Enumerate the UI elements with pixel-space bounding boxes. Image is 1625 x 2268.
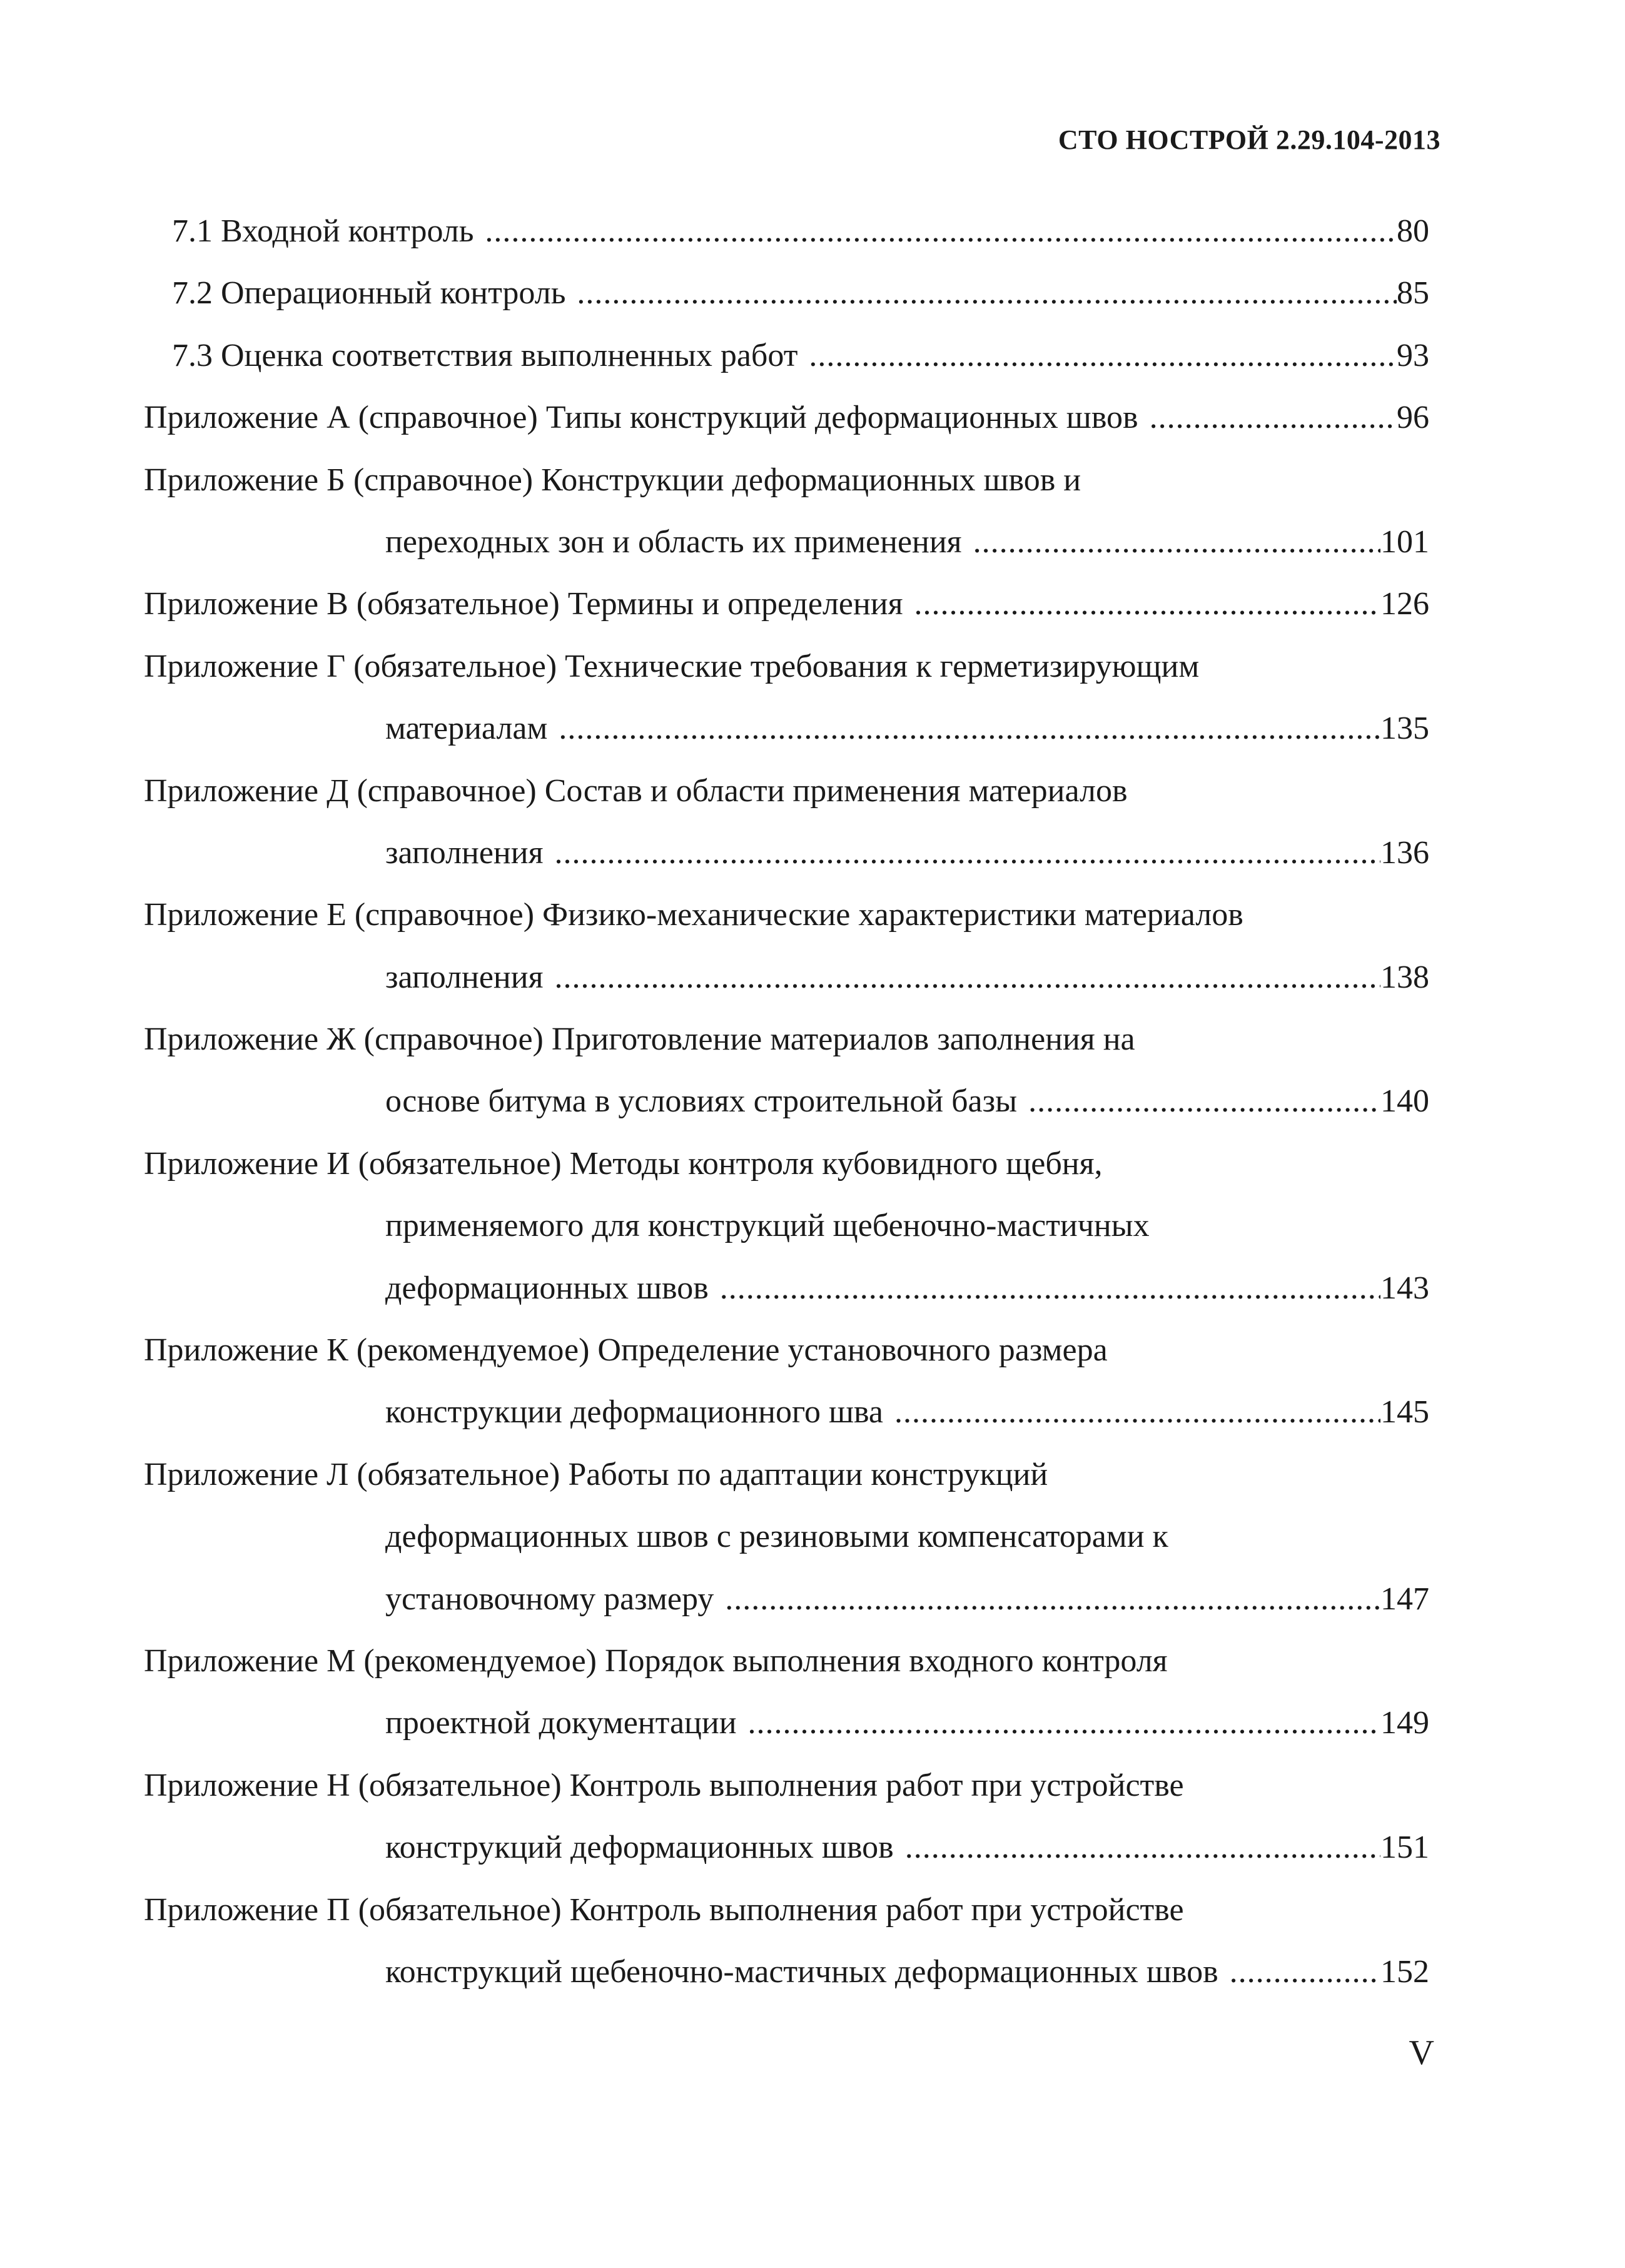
- toc-entry: [144, 1630, 1429, 1692]
- toc-entry: [144, 325, 1429, 387]
- toc-entry-title: материалам: [385, 711, 548, 747]
- toc-entry-title: Приложение Е (справочное) Физико-механические характеристики материалов: [144, 897, 1243, 933]
- toc-entry-title: Приложение П (обязательное) Контроль выполнения работ при устройстве: [144, 1891, 1184, 1928]
- toc-dot-leader: [1230, 1941, 1380, 2003]
- toc-entry: [144, 822, 1429, 884]
- toc-entry: [144, 387, 1429, 448]
- toc-dot-leader: [559, 697, 1380, 759]
- toc-entry-title: 7.3 Оценка соответствия выполненных работ: [172, 337, 798, 373]
- toc-entry-page: 93: [1397, 337, 1429, 373]
- toc-entry-title: применяемого для конструкций щебеночно-мастичных: [385, 1208, 1150, 1244]
- toc-dot-leader: [555, 946, 1380, 1008]
- toc-dot-leader: [894, 1381, 1380, 1443]
- toc-entry-title: заполнения: [385, 834, 544, 871]
- toc-dot-leader: [973, 511, 1380, 573]
- toc-entry-page: 149: [1380, 1705, 1429, 1741]
- toc-entry: [144, 1381, 1429, 1443]
- toc-entry-page: 143: [1380, 1270, 1429, 1306]
- toc-dot-leader: [1028, 1070, 1380, 1132]
- toc-entry-title: Приложение Н (обязательное) Контроль выполнения работ при устройстве: [144, 1767, 1184, 1803]
- toc-entry: [144, 1879, 1429, 1941]
- toc-entry: [144, 760, 1429, 822]
- toc-entry-title: Приложение И (обязательное) Методы контроля кубовидного щебня,: [144, 1145, 1103, 1182]
- toc-dot-leader: [1150, 387, 1397, 448]
- toc-entry: [144, 511, 1429, 573]
- table-of-contents: [144, 200, 1429, 2003]
- toc-entry: [144, 1319, 1429, 1381]
- toc-entry-title: проектной документации: [385, 1705, 737, 1741]
- toc-entry-page: 145: [1380, 1394, 1429, 1430]
- toc-dot-leader: [914, 573, 1380, 635]
- toc-entry-page: 135: [1380, 711, 1429, 747]
- toc-entry-title: Приложение М (рекомендуемое) Порядок выполнения входного контроля: [144, 1643, 1168, 1679]
- toc-entry-title: переходных зон и область их применения: [385, 524, 962, 560]
- toc-dot-leader: [485, 200, 1397, 262]
- toc-entry: [144, 1816, 1429, 1878]
- toc-entry: [144, 1754, 1429, 1816]
- toc-dot-leader: [905, 1816, 1380, 1878]
- toc-entry: [144, 573, 1429, 635]
- toc-dot-leader: [720, 1257, 1380, 1319]
- toc-entry: [144, 1692, 1429, 1754]
- toc-dot-leader: [577, 262, 1397, 324]
- toc-entry: [144, 1568, 1429, 1630]
- toc-entry-page: 126: [1380, 586, 1429, 622]
- toc-entry-title: конструкции деформационного шва: [385, 1394, 883, 1430]
- toc-entry: [144, 1506, 1429, 1567]
- toc-entry-title: деформационных швов с резиновыми компенсаторами к: [385, 1519, 1168, 1555]
- toc-entry: [144, 262, 1429, 324]
- toc-entry: [144, 1444, 1429, 1506]
- toc-entry-title: Приложение Г (обязательное) Технические требования к герметизирующим: [144, 648, 1200, 684]
- toc-entry-title: Приложение В (обязательное) Термины и определения: [144, 586, 903, 622]
- toc-entry: [144, 1941, 1429, 2003]
- toc-dot-leader: [748, 1692, 1380, 1754]
- document-header: СТО НОСТРОЙ 2.29.104-2013: [1058, 124, 1440, 155]
- toc-dot-leader: [809, 325, 1397, 387]
- toc-entry-title: деформационных швов: [385, 1270, 709, 1306]
- toc-entry-title: Приложение Ж (справочное) Приготовление материалов заполнения на: [144, 1021, 1135, 1058]
- toc-entry-page: 101: [1380, 524, 1429, 560]
- toc-entry-page: 140: [1380, 1083, 1429, 1120]
- toc-entry-title: Приложение К (рекомендуемое) Определение установочного размера: [144, 1332, 1108, 1369]
- toc-entry: [144, 946, 1429, 1008]
- toc-entry-title: 7.2 Операционный контроль: [172, 275, 566, 311]
- toc-entry: [144, 1070, 1429, 1132]
- toc-entry-title: заполнения: [385, 959, 544, 995]
- toc-dot-leader: [725, 1568, 1380, 1630]
- toc-entry-title: основе битума в условиях строительной базы: [385, 1083, 1018, 1120]
- toc-entry: [144, 884, 1429, 946]
- toc-dot-leader: [555, 822, 1380, 884]
- toc-entry: [144, 1133, 1429, 1195]
- toc-entry-page: 152: [1380, 1953, 1429, 1990]
- toc-entry: [144, 635, 1429, 697]
- toc-entry-title: Приложение А (справочное) Типы конструкций деформационных швов: [144, 400, 1138, 436]
- toc-entry-page: 80: [1397, 213, 1429, 249]
- toc-entry-title: Приложение Б (справочное) Конструкции деформационных швов и: [144, 462, 1081, 498]
- toc-entry-title: установочному размеру: [385, 1581, 714, 1617]
- toc-entry-title: Приложение Д (справочное) Состав и области применения материалов: [144, 772, 1128, 809]
- toc-entry: [144, 200, 1429, 262]
- toc-entry-title: Приложение Л (обязательное) Работы по адаптации конструкций: [144, 1456, 1048, 1492]
- toc-entry: [144, 1257, 1429, 1319]
- toc-entry: [144, 697, 1429, 759]
- toc-entry-page: 147: [1380, 1581, 1429, 1617]
- toc-entry: [144, 1008, 1429, 1070]
- toc-entry-title: 7.1 Входной контроль: [172, 213, 474, 249]
- toc-entry-page: 96: [1397, 400, 1429, 436]
- toc-entry-page: 85: [1397, 275, 1429, 311]
- toc-entry-title: конструкций щебеночно-мастичных деформационных швов: [385, 1953, 1218, 1990]
- toc-entry: [144, 449, 1429, 511]
- toc-entry-page: 138: [1380, 959, 1429, 995]
- toc-entry-page: 151: [1380, 1830, 1429, 1866]
- toc-entry-page: 136: [1380, 834, 1429, 871]
- toc-entry-title: конструкций деформационных швов: [385, 1830, 894, 1866]
- toc-entry: [144, 1195, 1429, 1257]
- page-number: V: [1409, 2033, 1434, 2072]
